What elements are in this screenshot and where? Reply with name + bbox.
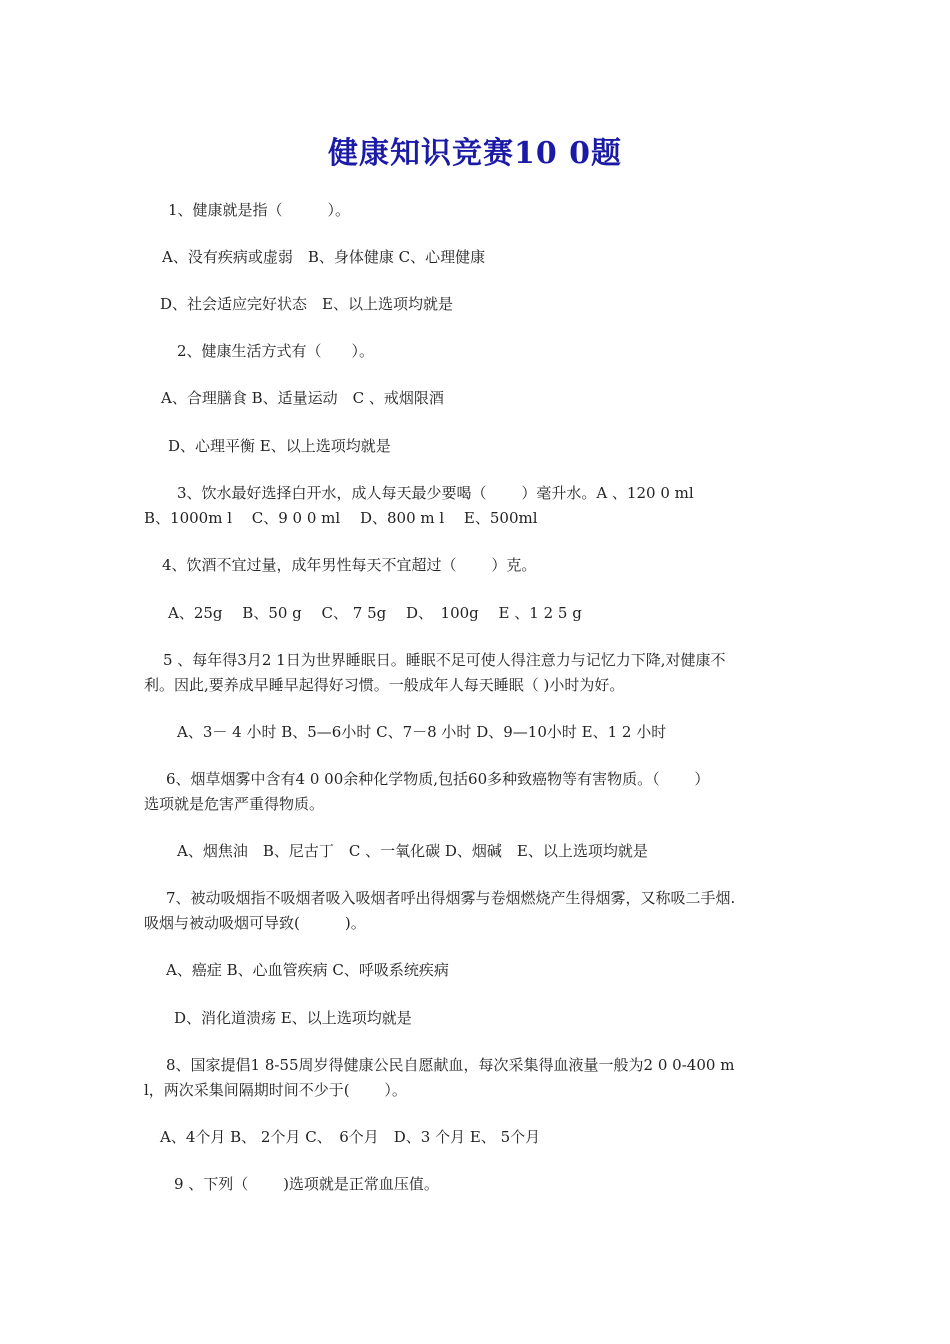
question-5-stem-line-2: 利。因此,要养成早睡早起得好习惯。一般成年人每天睡眠（ )小时为好。 <box>144 676 625 694</box>
question-3-options: B、1000m l C、9 0 0 ml D、800 m l E、500ml <box>144 509 538 527</box>
question-4-stem: 4、饮酒不宜过量，成年男性每天不宜超过（ ）克。 <box>162 556 537 574</box>
question-3-stem: 3、饮水最好选择白开水，成人每天最少要喝（ ）毫升水。A 、120 0 ml <box>177 484 694 502</box>
question-7-stem-line-2: 吸烟与被动吸烟可导致( )。 <box>144 914 366 932</box>
question-6-options: A、烟焦油 B、尼古丁 C 、一氧化碳 D、烟碱 E、以上选项均就是 <box>177 842 648 860</box>
question-6-stem-line-1: 6、烟草烟雾中含有4 0 00余种化学物质,包括60多种致癌物等有害物质。（ ） <box>166 770 710 788</box>
question-7-options-a-c: A、癌症 B、心血管疾病 C、呼吸系统疾病 <box>166 961 449 979</box>
question-8-options: A、4个月 B、 2个月 C、 6个月 D、3 个月 E、 5个月 <box>160 1128 541 1146</box>
question-1-options-d-e: D、社会适应完好状态 E、以上选项均就是 <box>160 295 453 313</box>
question-7-options-d-e: D、消化道溃疡 E、以上选项均就是 <box>174 1009 412 1027</box>
question-1-stem: 1、健康就是指（ ）。 <box>168 201 351 219</box>
question-2-options-d-e: D、心理平衡 E、以上选项均就是 <box>168 437 391 455</box>
question-2-stem: 2、健康生活方式有（ ）。 <box>177 342 375 360</box>
question-1-options-a-c: A、没有疾病或虚弱 B、身体健康 C、心理健康 <box>162 248 486 266</box>
question-8-stem-line-2: l，两次采集间隔期时间不少于( ）。 <box>144 1081 407 1099</box>
question-5-stem-line-1: 5 、每年得3月2 1日为世界睡眠日。睡眠不足可使人得注意力与记忆力下降,对健康不 <box>163 651 726 669</box>
question-9-stem: 9 、下列（ )选项就是正常血压值。 <box>174 1175 439 1193</box>
question-7-stem-line-1: 7、被动吸烟指不吸烟者吸入吸烟者呼出得烟雾与卷烟燃烧产生得烟雾，又称吸二手烟. <box>166 889 736 907</box>
question-5-options: A、3－ 4 小时 B、5—6小时 C、7－8 小时 D、9—10小时 E、1 2 小时 <box>177 723 667 741</box>
question-6-stem-line-2: 选项就是危害严重得物质。 <box>144 795 325 813</box>
question-2-options-a-c: A、合理膳食 B、适量运动 C 、戒烟限酒 <box>161 389 444 407</box>
question-4-options: A、25g B、50 g C、 7 5g D、 100g E 、1 2 5 g <box>168 604 582 622</box>
document-title: 健康知识竞赛10 0题 <box>327 136 623 171</box>
question-8-stem-line-1: 8、国家提倡1 8-55周岁得健康公民自愿献血，每次采集得血液量一般为2 0 0-400 m <box>166 1056 735 1074</box>
